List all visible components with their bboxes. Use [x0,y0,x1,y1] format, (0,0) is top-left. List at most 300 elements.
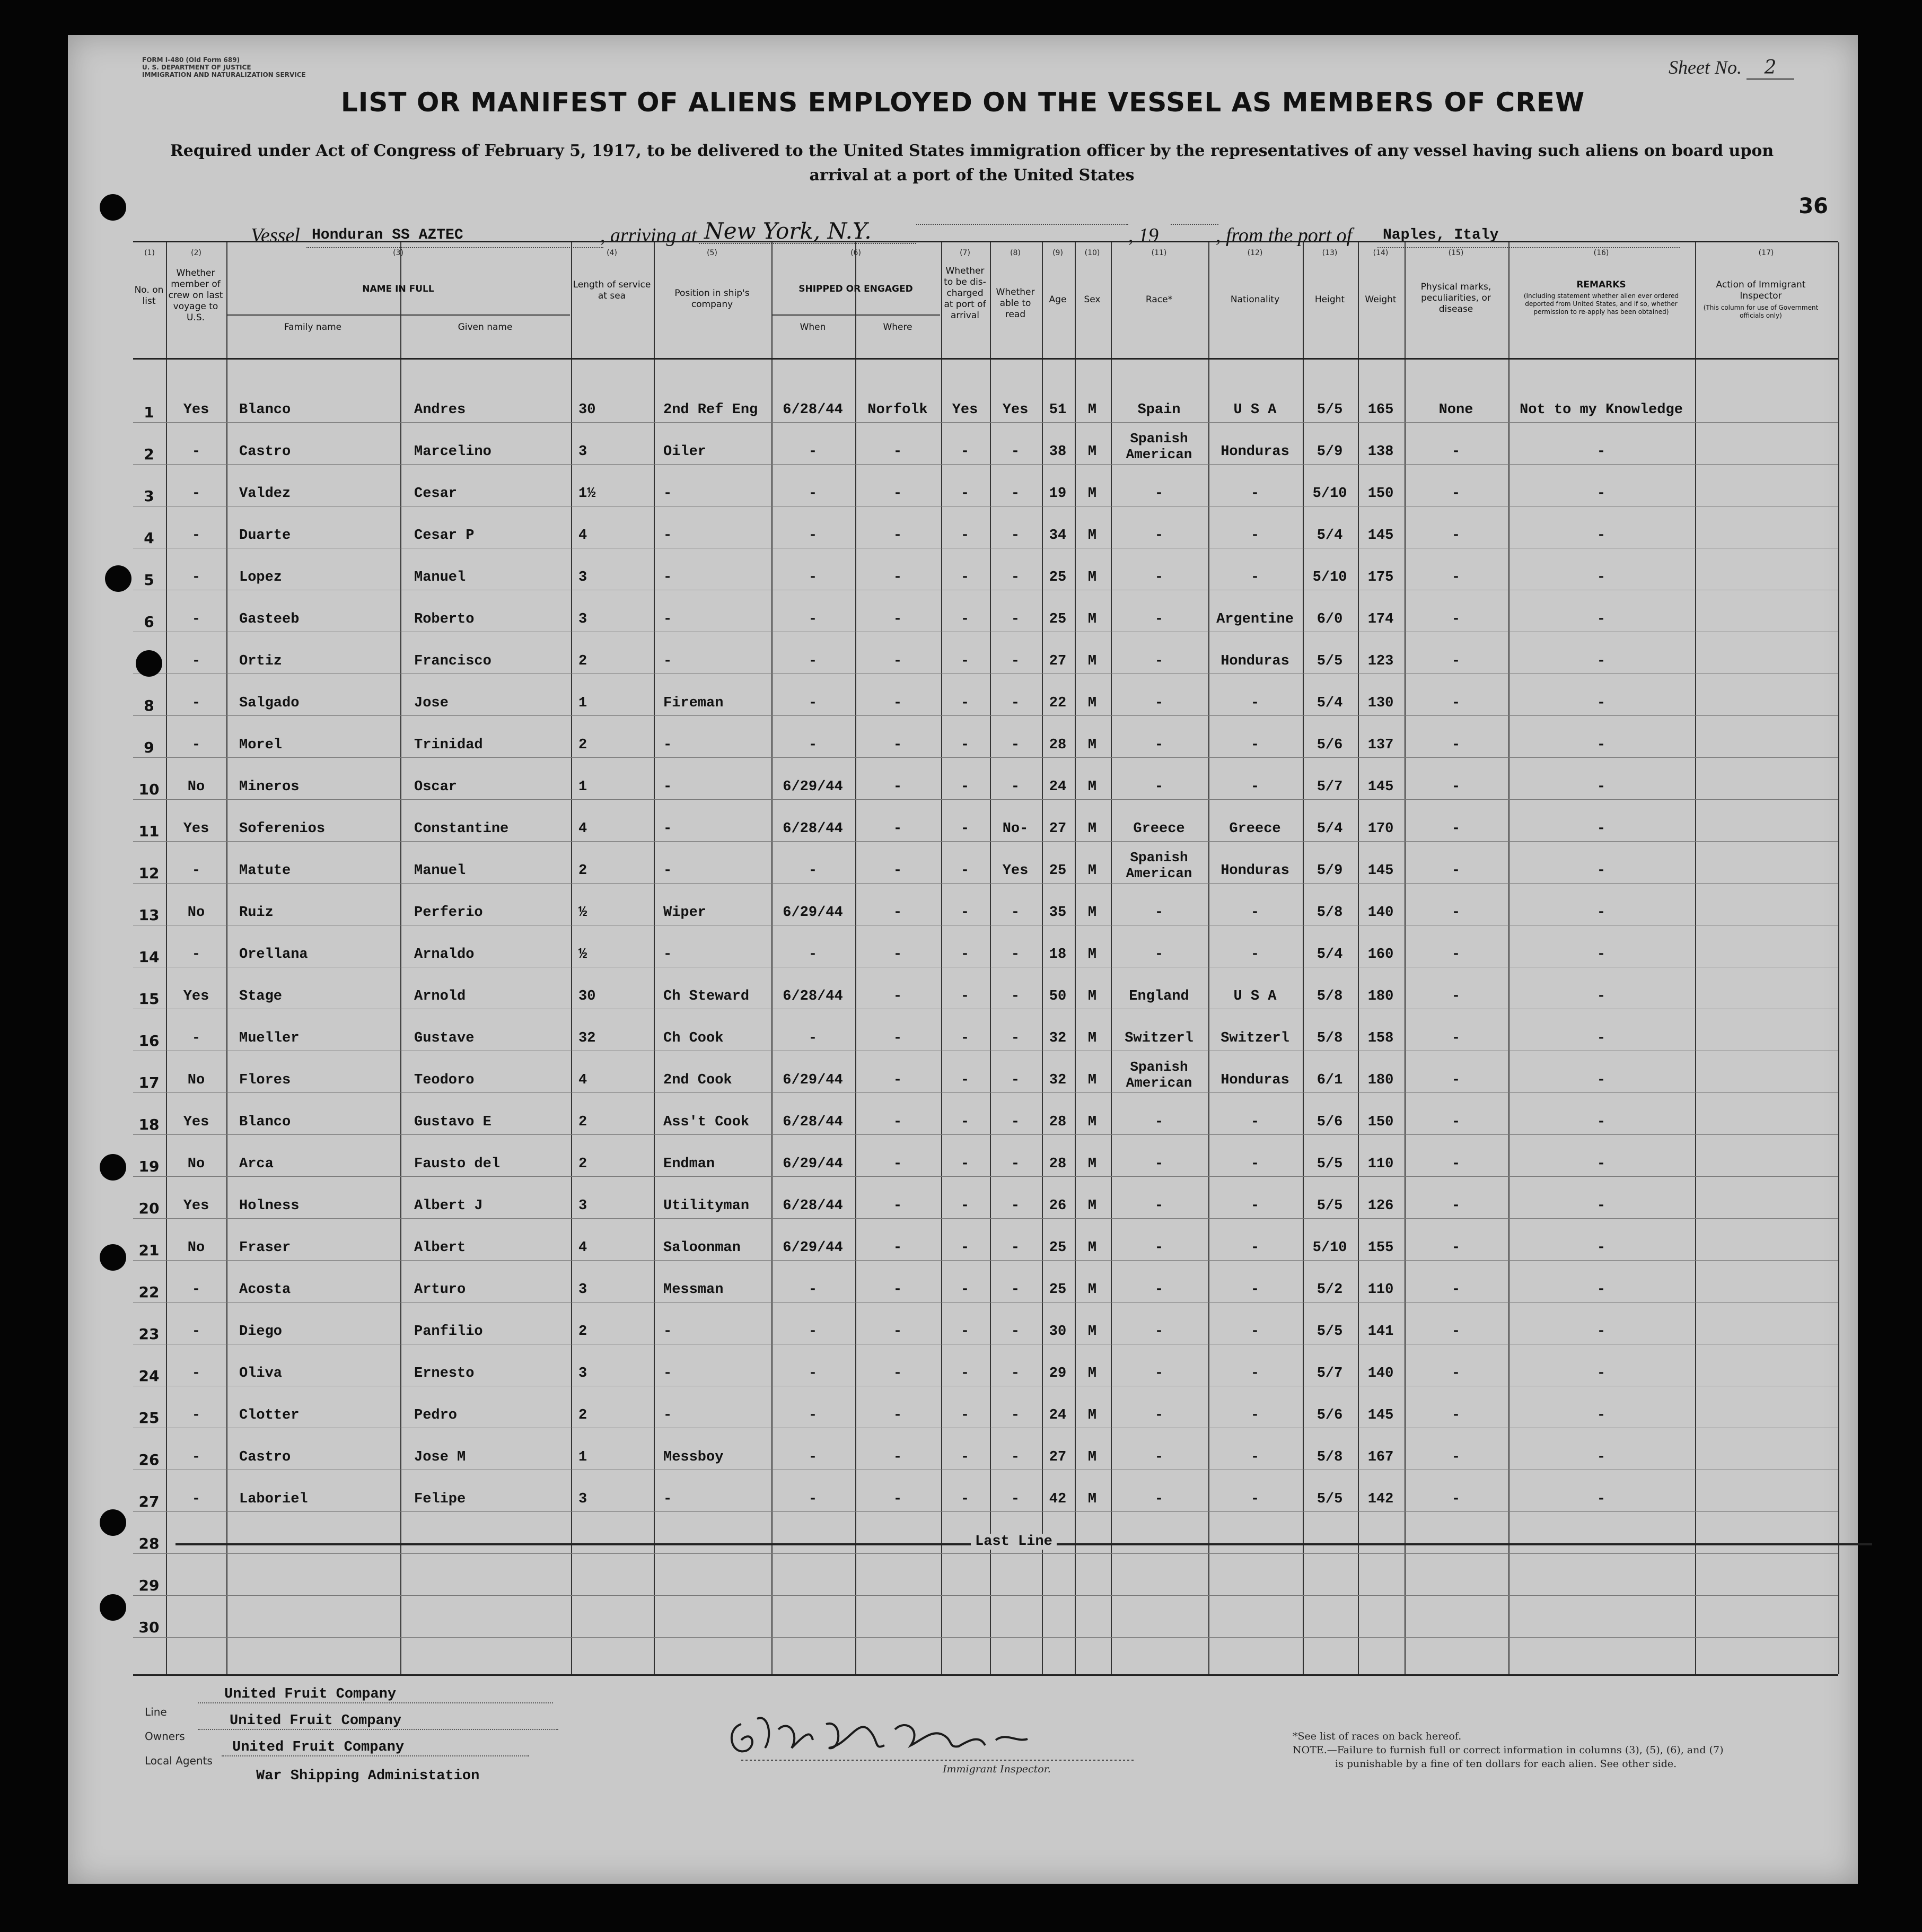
punch-hole [100,1509,126,1536]
cell-position: - [663,528,672,544]
cell-height: 5/8 [1317,905,1343,921]
cell-where: - [893,989,902,1004]
cell-age: 51 [1049,402,1067,418]
cell-position: - [663,863,672,879]
punch-hole [100,1154,126,1181]
header-discharged: Whether to be dis- charged at port of arrival [944,266,986,321]
cell-read: - [1011,695,1020,711]
cell-nat: - [1250,570,1260,585]
cell-sex: M [1087,905,1097,921]
cell-length: 3 [578,611,587,627]
cell-disch: - [960,695,970,711]
cell-position: Ch Cook [663,1030,724,1046]
row-number: 22 [138,1283,160,1301]
cell-height: 5/8 [1317,1449,1343,1465]
cell-sex: M [1087,653,1097,669]
sheet-number-value: 2 [1747,57,1794,80]
cell-position: - [663,1366,672,1382]
cell-disch: - [960,1240,970,1256]
header-given-name: Given name [458,322,513,333]
cell-disch: - [960,947,970,963]
row-number: 13 [138,906,160,924]
row-number: 1 [144,404,154,421]
cell-when: - [808,947,818,963]
column-number: (15) [1448,249,1464,257]
cell-height: 5/4 [1317,947,1343,963]
cell-read: Yes [1002,863,1029,879]
cell-weight: 165 [1367,402,1394,418]
cell-age: 22 [1049,695,1067,711]
cell-weight: 145 [1367,779,1394,795]
cell-family: Castro [239,1449,291,1465]
row-number: 28 [138,1535,160,1552]
cell-nat: Switzerl [1221,1030,1289,1046]
cell-where: - [893,611,902,627]
cell-given: Marcelino [414,444,492,460]
cell-race: - [1154,1114,1164,1130]
cell-member: No [187,1072,205,1088]
cell-height: 5/8 [1317,989,1343,1004]
cell-race: Spanish American [1126,1059,1192,1091]
cell-read: - [1011,947,1020,963]
cell-family: Valdez [239,486,291,502]
cell-length: ½ [578,905,587,921]
cell-sex: M [1087,1114,1097,1130]
cell-position: - [663,570,672,585]
cell-sex: M [1087,1240,1097,1256]
cell-height: 5/5 [1317,653,1343,669]
cell-disch: - [960,821,970,837]
cell-where: - [893,1156,902,1172]
cell-member: - [191,1030,201,1046]
cell-remarks: - [1596,989,1606,1004]
cell-nat: - [1250,1324,1260,1340]
header-physical: Physical marks, peculiarities, or disease [1420,282,1491,314]
row-number: 30 [138,1619,160,1636]
cell-given: Jose [414,695,449,711]
cell-race: - [1154,695,1164,711]
cell-phys: - [1451,1156,1461,1172]
cell-sex: M [1087,863,1097,879]
cell-read: - [1011,444,1020,460]
cell-length: 2 [578,863,587,879]
header-where: Where [883,322,912,333]
cell-remarks: - [1596,653,1606,669]
cell-family: Gasteeb [239,611,300,627]
cell-remarks: - [1596,1114,1606,1130]
cell-given: Oscar [414,779,458,795]
last-line-label: Last Line [971,1534,1057,1550]
column-rule [1695,242,1696,1674]
punch-hole [105,565,131,592]
cell-given: Trinidad [414,737,483,753]
note-penalty-cont: is punishable by a fine of ten dollars for each alien. See other side. [1335,1758,1677,1770]
cell-phys: - [1451,1240,1461,1256]
cell-read: - [1011,1114,1020,1130]
cell-length: ½ [578,947,587,963]
document-title: LIST OR MANIFEST OF ALIENS EMPLOYED ON THE VESSEL AS MEMBERS OF CREW [340,87,1585,118]
cell-height: 5/10 [1312,570,1347,585]
row-number: 17 [138,1074,160,1091]
row-number: 2 [144,445,154,463]
cell-length: 3 [578,1491,587,1507]
column-rule [400,242,401,1674]
column-number: (5) [707,249,717,257]
cell-remarks: - [1596,570,1606,585]
cell-member: - [191,1366,201,1382]
inspector-label: Immigrant Inspector. [943,1763,1051,1775]
cell-sex: M [1087,570,1097,585]
cell-read: - [1011,1366,1020,1382]
cell-member: Yes [183,821,209,837]
cell-sex: M [1087,611,1097,627]
cell-height: 5/6 [1317,1114,1343,1130]
column-number: (8) [1010,249,1021,257]
cell-weight: 140 [1367,905,1394,921]
cell-phys: - [1451,611,1461,627]
cell-family: Morel [239,737,283,753]
cell-race: - [1154,570,1164,585]
cell-given: Jose M [414,1449,466,1465]
cell-given: Gustave [414,1030,475,1046]
cell-length: 2 [578,1156,587,1172]
cell-age: 28 [1049,737,1067,753]
cell-member: - [191,1324,201,1340]
cell-phys: - [1451,1030,1461,1046]
row-rule [133,1134,1838,1135]
cell-where: - [893,1030,902,1046]
cell-height: 5/4 [1317,528,1343,544]
cell-when: 6/28/44 [783,1198,843,1214]
cell-where: Norfolk [867,402,928,418]
cell-remarks: - [1596,611,1606,627]
cell-length: 1½ [578,486,596,502]
cell-race: - [1154,947,1164,963]
cell-sex: M [1087,444,1097,460]
cell-when: - [808,1366,818,1382]
cell-remarks: - [1596,486,1606,502]
cell-age: 32 [1049,1030,1067,1046]
cell-read: - [1011,1491,1020,1507]
cell-member: Yes [183,989,209,1004]
header-shipped: SHIPPED OR ENGAGED [798,284,913,294]
header-read: Whether able to read [996,287,1035,320]
row-number: 24 [138,1367,160,1385]
cell-when: - [808,695,818,711]
cell-given: Andres [414,402,466,418]
cell-when: - [808,444,818,460]
cell-when: - [808,653,818,669]
cell-height: 6/0 [1317,611,1343,627]
row-rule [133,1595,1838,1596]
cell-age: 24 [1049,1408,1067,1423]
column-rule [571,242,572,1674]
column-number: (16) [1593,249,1609,257]
cell-when: - [808,1449,818,1465]
header-action: Action of Immigrant Inspector [1716,279,1806,301]
punch-hole [100,194,126,221]
cell-weight: 160 [1367,947,1394,963]
cell-disch: - [960,779,970,795]
cell-where: - [893,947,902,963]
cell-where: - [893,528,902,544]
cell-nat: Honduras [1221,653,1289,669]
column-number: (17) [1758,249,1774,257]
cell-race: - [1154,1491,1164,1507]
header-family-name: Family name [284,322,342,333]
header-action-sub: (This column for use of Government officials only) [1703,304,1819,319]
cell-sex: M [1087,1072,1097,1088]
row-rule [133,1260,1838,1261]
cell-nat: - [1250,905,1260,921]
cell-where: - [893,1324,902,1340]
cell-remarks: - [1596,695,1606,711]
cell-family: Clotter [239,1408,300,1423]
cell-given: Arturo [414,1282,466,1298]
cell-phys: - [1451,905,1461,921]
cell-sex: M [1087,1198,1097,1214]
cell-disch: - [960,1408,970,1423]
cell-nat: - [1250,779,1260,795]
column-number: (6) [850,249,861,257]
cell-height: 5/5 [1317,1198,1343,1214]
cell-read: No- [1002,821,1029,837]
cell-position: - [663,653,672,669]
header-nationality: Nationality [1230,294,1280,305]
cell-remarks: - [1596,1072,1606,1088]
cell-phys: - [1451,695,1461,711]
row-rule [133,422,1838,423]
manifest-sheet [68,35,1858,1884]
cell-disch: - [960,905,970,921]
cell-family: Ortiz [239,653,283,669]
cell-member: Yes [183,1198,209,1214]
cell-member: No [187,905,205,921]
cell-disch: - [960,863,970,879]
cell-phys: - [1451,1072,1461,1088]
cell-disch: - [960,653,970,669]
cell-where: - [893,1449,902,1465]
cell-member: - [191,528,201,544]
cell-position: - [663,947,672,963]
cell-age: 25 [1049,611,1067,627]
cell-disch: - [960,1449,970,1465]
header-position: Position in ship's company [674,288,750,310]
cell-member: No [187,1240,205,1256]
cell-height: 5/8 [1317,1030,1343,1046]
cell-race: Spain [1137,402,1181,418]
cell-member: - [191,611,201,627]
cell-position: - [663,821,672,837]
cell-sex: M [1087,1324,1097,1340]
cell-remarks: - [1596,821,1606,837]
header-member: Whether member of crew on last voyage to U.S. [168,268,223,323]
cell-age: 50 [1049,989,1067,1004]
cell-height: 5/7 [1317,1366,1343,1382]
cell-race: - [1154,611,1164,627]
cell-race: Greece [1133,821,1185,837]
cell-given: Albert [414,1240,466,1256]
cell-weight: 174 [1367,611,1394,627]
cell-length: 2 [578,1408,587,1423]
cell-sex: M [1087,947,1097,963]
cell-nat: Argentine [1216,611,1294,627]
column-number: (12) [1247,249,1263,257]
cell-position: Saloonman [663,1240,741,1256]
cell-height: 5/10 [1312,486,1347,502]
cell-family: Orellana [239,947,308,963]
cell-family: Ruiz [239,905,274,921]
cell-weight: 145 [1367,1408,1394,1423]
row-rule [133,883,1838,884]
cell-remarks: - [1596,1408,1606,1423]
cell-weight: 150 [1367,486,1394,502]
column-rule [226,242,227,1674]
cell-given: Francisco [414,653,492,669]
cell-when: 6/29/44 [783,1240,843,1256]
cell-age: 29 [1049,1366,1067,1382]
cell-when: - [808,611,818,627]
cell-height: 6/1 [1317,1072,1343,1088]
from-label: , from the port of [1216,224,1353,247]
cell-disch: - [960,570,970,585]
cell-member: - [191,486,201,502]
column-number: (9) [1052,249,1063,257]
cell-length: 4 [578,528,587,544]
cell-family: Lopez [239,570,283,585]
cell-race: Spanish American [1126,431,1192,462]
line-label: Line [145,1706,167,1718]
cell-family: Castro [239,444,291,460]
cell-position: Wiper [663,905,707,921]
cell-phys: - [1451,1491,1461,1507]
cell-age: 18 [1049,947,1067,963]
cell-when: 6/28/44 [783,1114,843,1130]
cell-family: Stage [239,989,283,1004]
cell-position: - [663,779,672,795]
cell-when: - [808,1030,818,1046]
cell-nat: U S A [1233,402,1277,418]
cell-phys: - [1451,1282,1461,1298]
cell-member: - [191,1449,201,1465]
crew-table [133,241,1838,1676]
cell-when: 6/28/44 [783,402,843,418]
cell-sex: M [1087,1156,1097,1172]
row-number: 14 [138,948,160,966]
punch-hole [100,1594,126,1621]
cell-given: Teodoro [414,1072,475,1088]
cell-disch: - [960,1156,970,1172]
cell-position: Oiler [663,444,707,460]
cell-weight: 123 [1367,653,1394,669]
cell-when: - [808,1324,818,1340]
cell-height: 5/5 [1317,402,1343,418]
cell-sex: M [1087,989,1097,1004]
cell-age: 27 [1049,821,1067,837]
cell-height: 5/10 [1312,1240,1347,1256]
cell-position: - [663,737,672,753]
cell-remarks: - [1596,779,1606,795]
cell-sex: M [1087,779,1097,795]
cell-given: Manuel [414,570,466,585]
cell-weight: 110 [1367,1156,1394,1172]
column-rule [654,242,655,1674]
row-rule [133,841,1838,842]
cell-length: 1 [578,1449,587,1465]
punch-hole [100,1244,126,1271]
cell-weight: 180 [1367,1072,1394,1088]
cell-disch: - [960,611,970,627]
cell-family: Salgado [239,695,300,711]
cell-given: Arnaldo [414,947,475,963]
cell-nat: Honduras [1221,444,1289,460]
cell-read: - [1011,1282,1020,1298]
row-number: 4 [144,529,154,547]
cell-remarks: - [1596,1240,1606,1256]
cell-nat: - [1250,1156,1260,1172]
cell-disch: - [960,1114,970,1130]
cell-age: 34 [1049,528,1067,544]
cell-phys: - [1451,1114,1461,1130]
row-number: 12 [138,864,160,882]
cell-height: 5/4 [1317,821,1343,837]
column-number: (1) [144,249,155,257]
cell-phys: - [1451,570,1461,585]
cell-position: Utilityman [663,1198,750,1214]
cell-age: 28 [1049,1156,1067,1172]
cell-race: - [1154,653,1164,669]
cell-nat: - [1250,1198,1260,1214]
cell-member: No [187,1156,205,1172]
cell-length: 4 [578,1072,587,1088]
cell-position: - [663,1324,672,1340]
cell-length: 3 [578,444,587,460]
cell-when: - [808,863,818,879]
cell-read: - [1011,1449,1020,1465]
cell-member: - [191,444,201,460]
cell-nat: - [1250,1114,1260,1130]
cell-disch: - [960,528,970,544]
cell-position: - [663,1491,672,1507]
header-no: No. on list [134,285,164,307]
cell-height: 5/5 [1317,1156,1343,1172]
cell-given: Roberto [414,611,475,627]
cell-weight: 145 [1367,528,1394,544]
cell-read: - [1011,653,1020,669]
cell-phys: - [1451,863,1461,879]
vessel-name: Honduran SS AZTEC [306,224,603,248]
row-number: 8 [144,697,154,714]
row-number: 27 [138,1493,160,1510]
column-number: (7) [960,249,970,257]
cell-age: 26 [1049,1198,1067,1214]
cell-position: - [663,486,672,502]
cell-where: - [893,1072,902,1088]
cell-sex: M [1087,528,1097,544]
cell-length: 3 [578,1198,587,1214]
cell-when: 6/29/44 [783,1072,843,1088]
cell-nat: - [1250,1240,1260,1256]
cell-weight: 126 [1367,1198,1394,1214]
cell-disch: - [960,486,970,502]
row-number: 9 [144,739,154,756]
cell-age: 25 [1049,570,1067,585]
cell-sex: M [1087,1408,1097,1423]
cell-age: 42 [1049,1491,1067,1507]
arriving-port: New York, N.Y. [699,220,916,244]
cell-given: Cesar P [414,528,475,544]
cell-nat: - [1250,1366,1260,1382]
